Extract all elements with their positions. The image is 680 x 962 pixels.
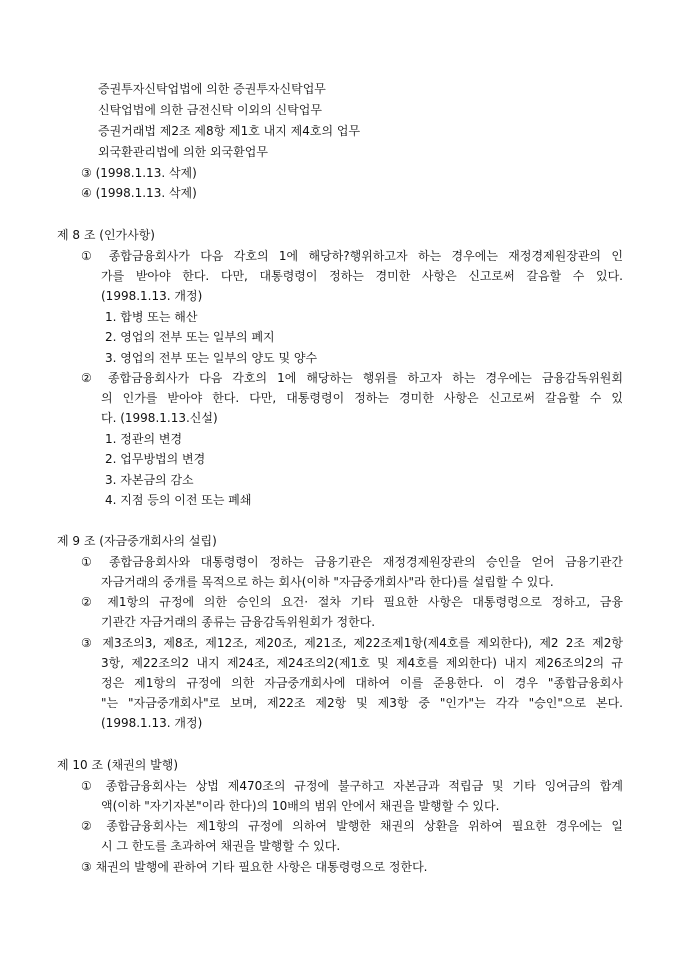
paragraph-line: ③ 제3조의3, 제8조, 제12조, 제20조, 제21조, 제22조제1항(제4호를 제외한다), 제2 2조 제2항 [81, 636, 623, 650]
paragraph-line: ② 종합금융회사가 다음 각호의 1에 해당하는 행위를 하고자 하는 경우에는 금융감독위원회 [81, 371, 623, 385]
paragraph: ④ (1998.1.13. 삭제) [81, 186, 197, 200]
list-item: 1. 합병 또는 해산 [105, 310, 198, 324]
list-item: 2. 업무방법의 변경 [105, 452, 206, 466]
paragraph: ③ 채권의 발행에 관하여 기타 필요한 사항은 대통령령으로 정한다. [81, 860, 428, 874]
paragraph-line: 가를 받아야 한다. 다만, 대통령령이 정하는 경미한 사항은 신고로써 갈음할 수 있다. [101, 269, 623, 283]
paragraph-line: ② 종합금융회사는 제1항의 규정에 의하여 발행한 채권의 상환을 위하여 필요한 경우에는 일 [81, 819, 623, 833]
paragraph-line: ① 종합금융회사는 상법 제470조의 규정에 불구하고 자본금과 적립금 및 기타 잉여금의 합계 [81, 779, 623, 793]
paragraph-line: 기관간 자금거래의 종류는 금융감독위원회가 정한다. [101, 615, 376, 629]
paragraph-line: ① 종합금융회사가 다음 각호의 1에 해당하?행위하고자 하는 경우에는 재정경제원장관의 인 [81, 249, 623, 263]
paragraph-line: ① 종합금융회사와 대통령령이 정하는 금융기관은 재정경제원장관의 승인을 얻어 금융기관간 [81, 555, 623, 569]
paragraph-line: ② 제1항의 규정에 의한 승인의 요건· 절차 기타 필요한 사항은 대통령령으로 정하고, 금융 [81, 595, 623, 609]
list-item: 외국환관리법에 의한 외국환업무 [98, 145, 268, 159]
list-item: 증권거래법 제2조 제8항 제1호 내지 제4호의 업무 [98, 124, 361, 138]
list-item: 3. 영업의 전부 또는 일부의 양도 및 양수 [105, 351, 318, 365]
paragraph-line: 액(이하 "자기자본"이라 한다)의 10배의 범위 안에서 채권을 발행할 수 있다. [101, 799, 500, 813]
paragraph-line: "는 "자금중개회사"로 보며, 제22조 제2항 및 제3항 중 "인가"는 각각 "승인"으로 본다. [101, 696, 623, 710]
paragraph-line: 정은 제1항의 규정에 의한 자금중개회사에 대하여 이를 준용한다. 이 경우 "종합금융회사 [101, 676, 623, 690]
paragraph: ③ (1998.1.13. 삭제) [81, 166, 197, 180]
list-item: 2. 영업의 전부 또는 일부의 폐지 [105, 330, 275, 344]
list-item: 1. 정관의 변경 [105, 432, 183, 446]
paragraph-line: 3항, 제22조의2 내지 제24조, 제24조의2(제1호 및 제4호를 제외한다) 내지 제26조의2의 규 [101, 656, 623, 670]
list-item: 3. 자본금의 감소 [105, 473, 194, 487]
paragraph-line: (1998.1.13. 개정) [101, 716, 203, 730]
paragraph-line: 시 그 한도를 초과하여 채권을 발행할 수 있다. [101, 839, 341, 853]
list-item: 증권투자신탁업법에 의한 증권투자신탁업무 [98, 82, 326, 96]
paragraph-line: (1998.1.13. 개정) [101, 289, 203, 303]
paragraph-line: 다. (1998.1.13.신설) [101, 411, 218, 425]
article-title: 제 8 조 (인가사항) [57, 228, 155, 242]
paragraph-line: 의 인가를 받아야 한다. 다만, 대통령령이 정하는 경미한 사항은 신고로써 갈음할 수 있 [101, 391, 623, 405]
paragraph-line: 자금거래의 중개를 목적으로 하는 회사(이하 "자금중개회사"라 한다)를 설립할 수 있다. [101, 575, 554, 589]
article-title: 제 10 조 (채권의 발행) [57, 758, 179, 772]
article-title: 제 9 조 (자금중개회사의 설립) [57, 534, 217, 548]
list-item: 신탁업법에 의한 금전신탁 이외의 신탁업무 [98, 103, 322, 117]
list-item: 4. 지점 등의 이전 또는 폐쇄 [105, 493, 252, 507]
